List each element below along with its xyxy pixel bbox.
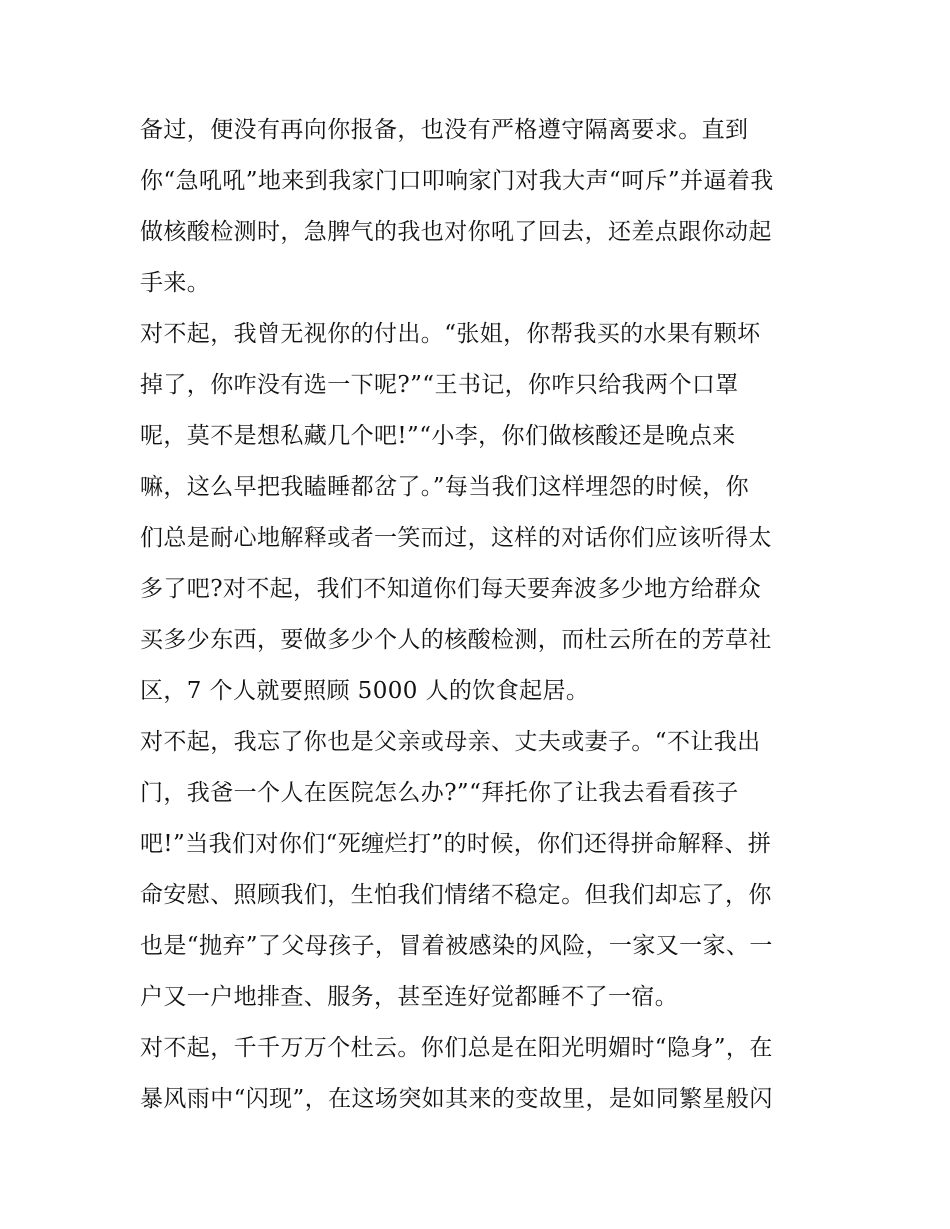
text-line-14: 门，我爸一个人在医院怎么办?”“拜托你了让我去看看孩子 xyxy=(140,780,739,806)
text-line-17: 也是“抛弃”了父母孩子，冒着被感染的风险，一家又一家、一 xyxy=(140,933,773,959)
text-line-7: 呢，莫不是想私藏几个吧!”“小李，你们做核酸还是晚点来 xyxy=(140,423,736,449)
text-line-6: 掉了，你咋没有选一下呢?”“王书记，你咋只给我两个口罩 xyxy=(140,372,739,398)
text-line-19: 对不起，千千万万个杜云。你们总是在阳光明媚时“隐身”，在 xyxy=(140,1035,773,1061)
text-line-13: 对不起，我忘了你也是父亲或母亲、丈夫或妻子。“不让我出 xyxy=(140,729,761,755)
text-line-2: 你“急吼吼”地来到我家门口叩响家门对我大声“呵斥”并逼着我 xyxy=(140,168,774,194)
text-line-3: 做核酸检测时，急脾气的我也对你吼了回去，还差点跟你动起 xyxy=(140,219,772,245)
text-line-8: 嘛，这么早把我瞌睡都岔了。”每当我们这样埋怨的时候，你 xyxy=(140,474,750,500)
text-line-20: 暴风雨中“闪现”，在这场突如其来的变故里，是如同繁星般闪 xyxy=(140,1086,773,1112)
text-line-4: 手来。 xyxy=(140,270,211,296)
text-line-18: 户又一户地排查、服务，甚至连好觉都睡不了一宿。 xyxy=(140,984,679,1010)
document-body xyxy=(140,111,830,1131)
text-line-9: 们总是耐心地解释或者一笑而过，这样的对话你们应该听得太 xyxy=(140,525,772,551)
text-line-12: 区，7 个人就要照顾 5000 人的饮食起居。 xyxy=(140,678,590,704)
text-line-10: 多了吧?对不起，我们不知道你们每天要奔波多少地方给群众 xyxy=(140,576,762,602)
text-line-1: 备过，便没有再向你报备，也没有严格遵守隔离要求。直到 xyxy=(140,117,749,143)
text-line-11: 买多少东西，要做多少个人的核酸检测，而杜云所在的芳草社 xyxy=(140,627,772,653)
text-line-15: 吧!”当我们对你们“死缠烂打”的时候，你们还得拼命解释、拼 xyxy=(140,831,772,857)
text-line-16: 命安慰、照顾我们，生怕我们情绪不稳定。但我们却忘了，你 xyxy=(140,882,772,908)
text-line-5: 对不起，我曾无视你的付出。“张姐，你帮我买的水果有颗坏 xyxy=(140,321,761,347)
